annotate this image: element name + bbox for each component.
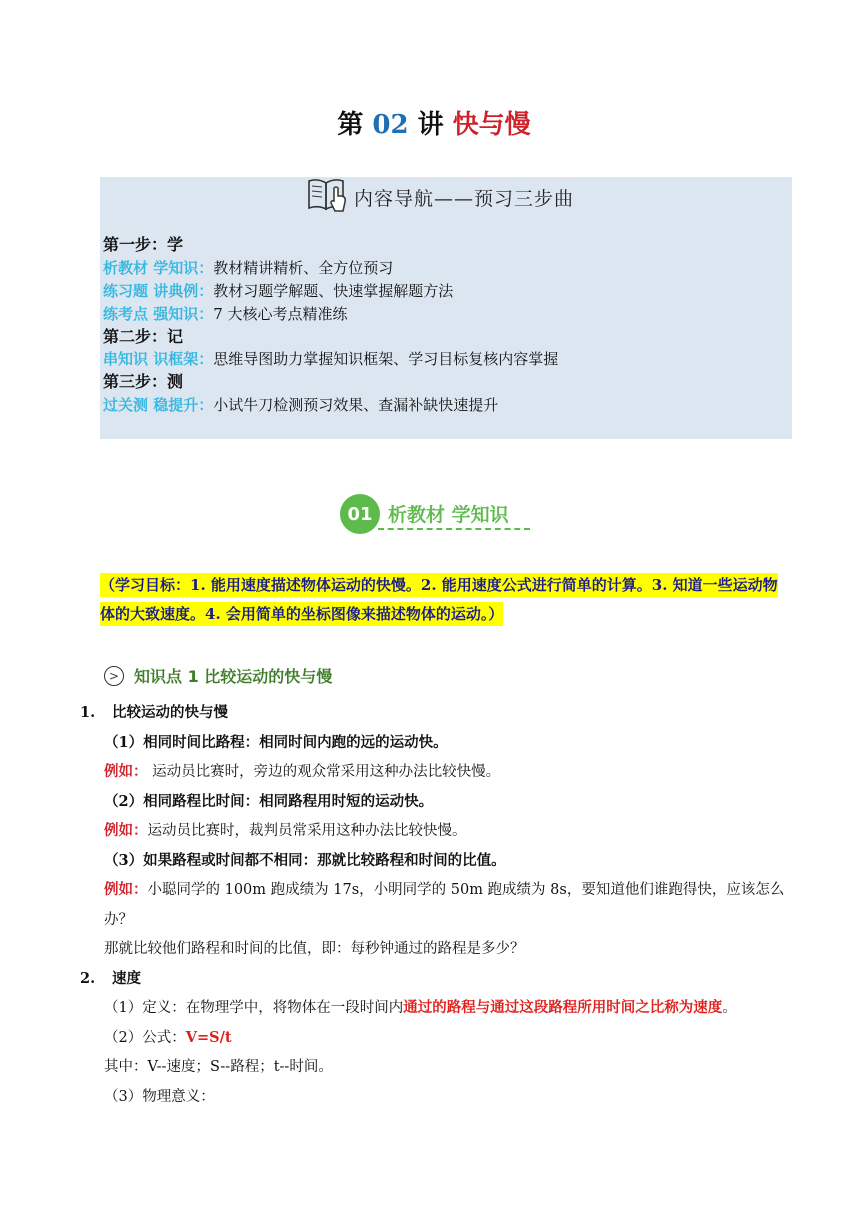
nav-item-framework: 串知识 识框架：思维导图助力掌握知识框架、学习目标复核内容掌握 <box>103 350 559 368</box>
step-3: 第三步：测 <box>103 372 184 391</box>
learning-goals-line-2: 体的大致速度。4. 会用简单的坐标图像来描述物体的运动。） <box>100 602 503 626</box>
formula-legend: 其中：V--速度；S--路程；t--时间。 <box>104 1059 333 1075</box>
point-2: （2）相同路程比时间：相同路程用时短的运动快。 <box>104 793 434 810</box>
heading-2-text: 速度 <box>112 970 141 987</box>
step-2: 第二步：记 <box>103 327 184 346</box>
heading-2-number: 2. <box>80 970 96 987</box>
example-3: 例如：小聪同学的 100m 跑成绩为 17s，小明同学的 50m 跑成绩为 8s，要知道他们谁跑得快，应该怎么 <box>104 881 785 898</box>
nav-heading: 内容导航——预习三步曲 <box>306 175 574 219</box>
learning-goals-line-1: （学习目标：1. 能用速度描述物体运动的快慢。2. 能用速度公式进行简单的计算。3. 知道一些运动物 <box>100 573 778 597</box>
knowledge-point-header: > 知识点 1 比较运动的快与慢 <box>104 664 332 687</box>
section-divider <box>378 528 530 530</box>
section-number: 01 <box>340 494 380 534</box>
nav-item-practice: 练习题 讲典例：教材习题学解题、快速掌握解题方法 <box>103 282 454 300</box>
speed-definition: （1）定义：在物理学中，将物体在一段时间内通过的路程与通过这段路程所用时间之比称为速度。 <box>104 999 737 1016</box>
example-2: 例如：运动员比赛时，裁判员常采用这种办法比较快慢。 <box>104 822 467 839</box>
nav-item-points: 练考点 强知识：7 大核心考点精准练 <box>103 305 348 323</box>
heading-1-text: 比较运动的快与慢 <box>112 704 228 721</box>
nav-item-test: 过关测 稳提升：小试牛刀检测预习效果、查漏补缺快速提升 <box>103 396 499 414</box>
heading-1-number: 1. <box>80 704 96 721</box>
circle-arrow-icon: > <box>104 666 124 686</box>
nav-item-study: 析教材 学知识：教材精讲精析、全方位预习 <box>103 259 394 277</box>
step-1: 第一步：学 <box>103 235 184 254</box>
book-pointer-icon <box>306 175 350 219</box>
point-1: （1）相同时间比路程：相同时间内跑的远的运动快。 <box>104 734 448 751</box>
point-3: （3）如果路程或时间都不相同：那就比较路程和时间的比值。 <box>104 852 506 869</box>
page-title: 第 02 讲 快与慢 <box>337 110 531 140</box>
point-4: 那就比较他们路程和时间的比值，即：每秒钟通过的路程是多少？ <box>104 941 525 957</box>
section-label: 析教材 学知识 <box>388 504 509 526</box>
example-1: 例如： 运动员比赛时，旁边的观众常采用这种办法比较快慢。 <box>104 763 501 780</box>
example-3-cont: 办？ <box>104 912 133 928</box>
physical-meaning: （3）物理意义： <box>104 1089 215 1105</box>
speed-formula: （2）公式：V=S/t <box>104 1029 232 1046</box>
